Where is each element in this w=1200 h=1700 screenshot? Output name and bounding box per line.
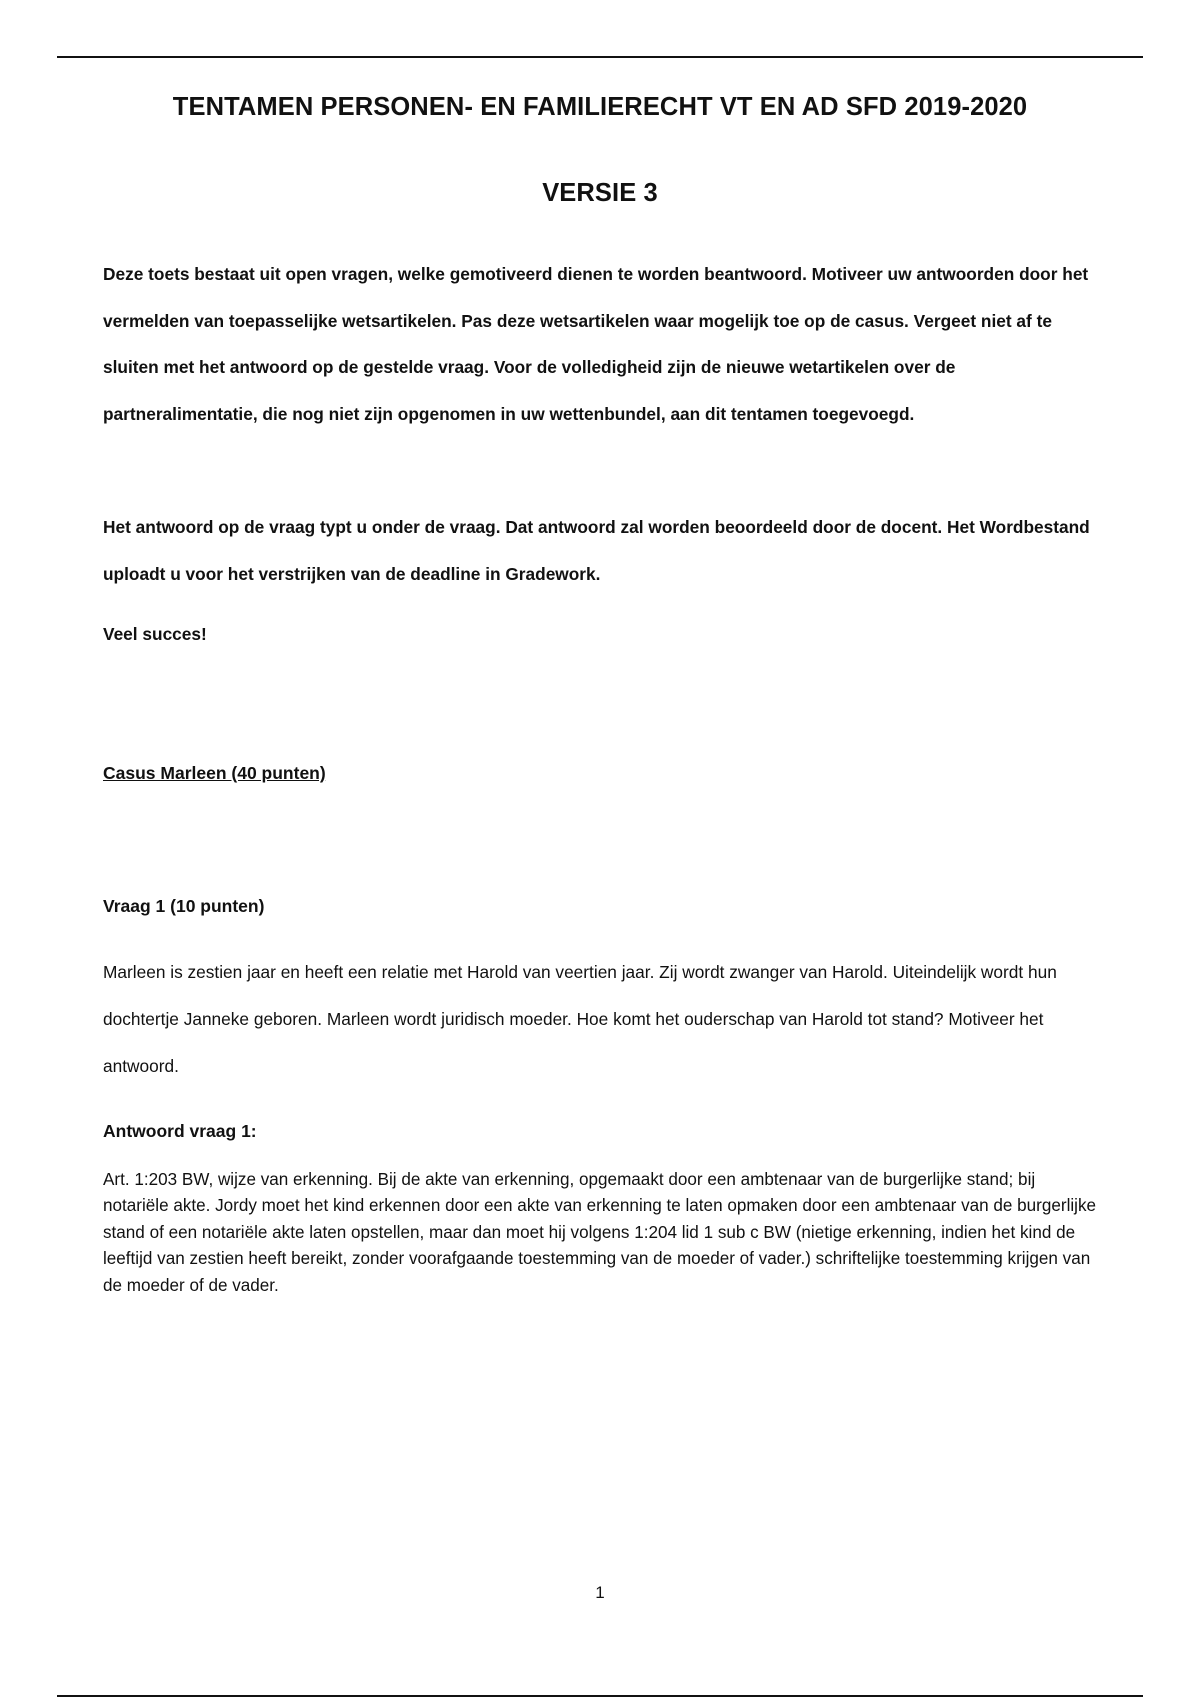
closing-wish: Veel succes! <box>103 624 207 644</box>
instructions-paragraph-1: Deze toets bestaat uit open vragen, welke gemotiveerd dienen te worden beantwoord. Motiveer uw antwoorden door het vermelden van toepasselijke wetsartikelen. Pas deze wetsartikelen waar mogelijk toe op de casus. Vergeet niet af te sluiten met het antwoord op de gestelde vraag. Voor de volledigheid zijn de nieuwe wetartikelen over de partneralimentatie, die nog niet zijn opgenomen in uw wettenbundel, aan dit tentamen toegevoegd. <box>103 264 1089 424</box>
version-title: VERSIE 3 <box>542 179 658 207</box>
top-rule <box>57 56 1143 58</box>
answer-text: Art. 1:203 BW, wijze van erkenning. Bij de akte van erkenning, opgemaakt door een ambtenaar van de burgerlijke stand; bij notariële akte. Jordy moet het kind erkennen door een akte van erkenning te laten opmaken door een ambtenaar van de burgerlijke stand of een notariële akte laten opstellen, maar dan moet hij volgens 1:204 lid 1 sub c BW (nietige erkenning, indien het kind de leeftijd van zestien heeft bereikt, zonder voorafgaande toestemming van de moeder of vader.) schriftelijke toestemming krijgen van de moeder of de vader. <box>103 1170 1097 1295</box>
page-number: 1 <box>595 1583 605 1602</box>
instructions-paragraph-2: Het antwoord op de vraag typt u onder de vraag. Dat antwoord zal worden beoordeeld door de docent. Het Wordbestand uploadt u voor het verstrijken van de deadline in Gradework. <box>103 517 1090 584</box>
question-heading: Vraag 1 (10 punten) <box>103 896 265 916</box>
question-text: Marleen is zestien jaar en heeft een relatie met Harold van veertien jaar. Zij wordt zwanger van Harold. Uiteindelijk wordt hun dochtertje Janneke geboren. Marleen wordt juridisch moeder. Hoe komt het ouderschap van Harold tot stand? Motiveer het antwoord. <box>103 962 1057 1076</box>
case-heading: Casus Marleen (40 punten) <box>103 763 326 783</box>
answer-heading: Antwoord vraag 1: <box>103 1121 257 1141</box>
document-title: TENTAMEN PERSONEN- EN FAMILIERECHT VT EN AD SFD 2019-2020 <box>172 93 1028 121</box>
bottom-rule <box>57 1695 1143 1697</box>
